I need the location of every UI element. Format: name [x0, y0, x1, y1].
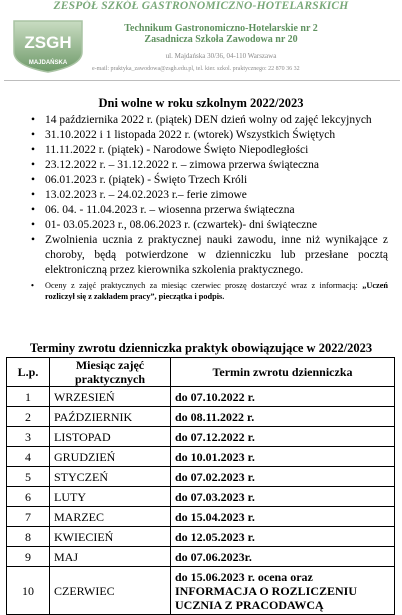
logo-text: ZSGH — [24, 33, 72, 52]
cell-lp: 4 — [7, 447, 50, 467]
cell-deadline: do 12.05.2023 r. — [171, 527, 395, 547]
logo-subtext: MAJDAŃSKA — [28, 60, 68, 66]
table-row — [7, 427, 395, 447]
cell-lp: 9 — [7, 547, 50, 567]
cell-deadline: do 07.02.2023 r. — [171, 467, 395, 487]
cell-month: MAJ — [50, 547, 171, 567]
col-header-lp: L.p. — [7, 358, 50, 387]
cell-deadline: do 10.01.2023 r. — [171, 447, 395, 467]
cell-month: WRZESIEŃ — [50, 387, 171, 407]
header-divider — [4, 80, 400, 81]
table-row — [7, 447, 395, 467]
days-off-title: Dni wolne w roku szkolnym 2022/2023 — [98, 96, 304, 110]
days-off-list — [0, 113, 402, 302]
school-unit-2: Zasadnicza Szkoła Zawodowa nr 20 — [144, 34, 298, 45]
cell-deadline: do 07.06.2023r. — [171, 547, 395, 567]
cell-deadline: do 07.12.2022 r. — [171, 427, 395, 447]
list-item: • 23.12.2022 r. – 31.12.2022 r. – zimowa przerwa świąteczna — [0, 158, 402, 173]
cell-lp: 10 — [7, 567, 50, 615]
cell-lp: 8 — [7, 527, 50, 547]
cell-month: GRUDZIEŃ — [50, 447, 171, 467]
list-item: • 11.11.2022 r. (piątek) - Narodowe Święto Niepodległości — [0, 143, 402, 158]
school-unit-1: Technikum Gastronomiczno-Hotelarskie nr 2 — [124, 23, 318, 34]
cell-deadline: do 15.06.2023 r. ocena oraz INFORMACJA O ROZLICZENIU UCZNIA Z PRACODAWCĄ — [171, 567, 395, 615]
note-text: Oceny z zajęć praktycznych za miesiąc czerwiec proszę dostarczyć wraz z informacją: — [45, 281, 363, 290]
table-row — [7, 527, 395, 547]
list-item: • 06. 04. - 11.04.2023 r. – wiosenna przerwa świąteczna — [0, 203, 402, 218]
table-row — [7, 387, 395, 407]
table-row — [7, 507, 395, 527]
table-row — [7, 547, 395, 567]
cell-month: STYCZEŃ — [50, 467, 171, 487]
deadlines-title: Terminy zwrotu dzienniczka praktyk obowiązujące w 2022/2023 — [29, 341, 373, 355]
table-row — [7, 407, 395, 427]
list-item: • Zwolnienia ucznia z praktycznej nauki zawodu, inne niż wynikające z choroby, będą potwierdzone w dzienniczku lub przesłane pocztą elektroniczną przez kierownika szkolenia praktycznego. — [0, 233, 402, 278]
list-item: • 14 października 2022 r. (piątek) DEN dzień wolny od zajęć lekcyjnych — [0, 113, 402, 128]
cell-lp: 3 — [7, 427, 50, 447]
cell-month: LUTY — [50, 487, 171, 507]
table-row — [7, 487, 395, 507]
table-header-row — [7, 358, 395, 387]
school-name: ZESPÓŁ SZKÓŁ GASTRONOMICZNO-HOTELARSKICH — [53, 0, 349, 12]
cell-month: LISTOPAD — [50, 427, 171, 447]
school-address: ul. Majdańska 30/36, 04-110 Warszawa — [165, 52, 277, 60]
cell-lp: 1 — [7, 387, 50, 407]
grades-note — [0, 280, 402, 302]
cell-lp: 2 — [7, 407, 50, 427]
cell-month: KWIECIEŃ — [50, 527, 171, 547]
table-row — [7, 567, 395, 615]
cell-month: CZERWIEC — [50, 567, 171, 615]
letterhead — [0, 0, 402, 84]
cell-lp: 6 — [7, 487, 50, 507]
cell-deadline: do 15.04.2023 r. — [171, 507, 395, 527]
col-header-deadline: Termin zwrotu dzienniczka — [171, 358, 395, 387]
cell-lp: 5 — [7, 467, 50, 487]
cell-deadline: do 07.10.2022 r. — [171, 387, 395, 407]
list-item: • 31.10.2022 i 1 listopada 2022 r. (wtorek) Wszystkich Świętych — [0, 128, 402, 143]
list-item: • 01- 03.05.2023 r., 08.06.2023 r. (czwartek)- dni świąteczne — [0, 218, 402, 233]
note-bold-text: „Uczeń rozliczył się z zakładem pracy”, pieczątka i podpis. — [45, 281, 388, 301]
school-contact: e-mail: praktyka_zawodowa@zsgh.edu.pl, tel. kier. szkol. praktycznego: 22 870 36 32 — [92, 66, 300, 72]
cell-lp: 7 — [7, 507, 50, 527]
list-item: • 06.01.2023 r. (piątek) - Święto Trzech Króli — [0, 173, 402, 188]
cell-deadline: do 07.03.2023 r. — [171, 487, 395, 507]
cell-month: PAŹDZIERNIK — [50, 407, 171, 427]
list-item: • 13.02.2023 r. – 24.02.2023 r.– ferie zimowe — [0, 188, 402, 203]
cell-month: MARZEC — [50, 507, 171, 527]
deadlines-table — [6, 357, 395, 615]
table-row — [7, 467, 395, 487]
cell-deadline: do 08.11.2022 r. — [171, 407, 395, 427]
col-header-month: Miesiąc zajęć praktycznych — [50, 358, 171, 387]
